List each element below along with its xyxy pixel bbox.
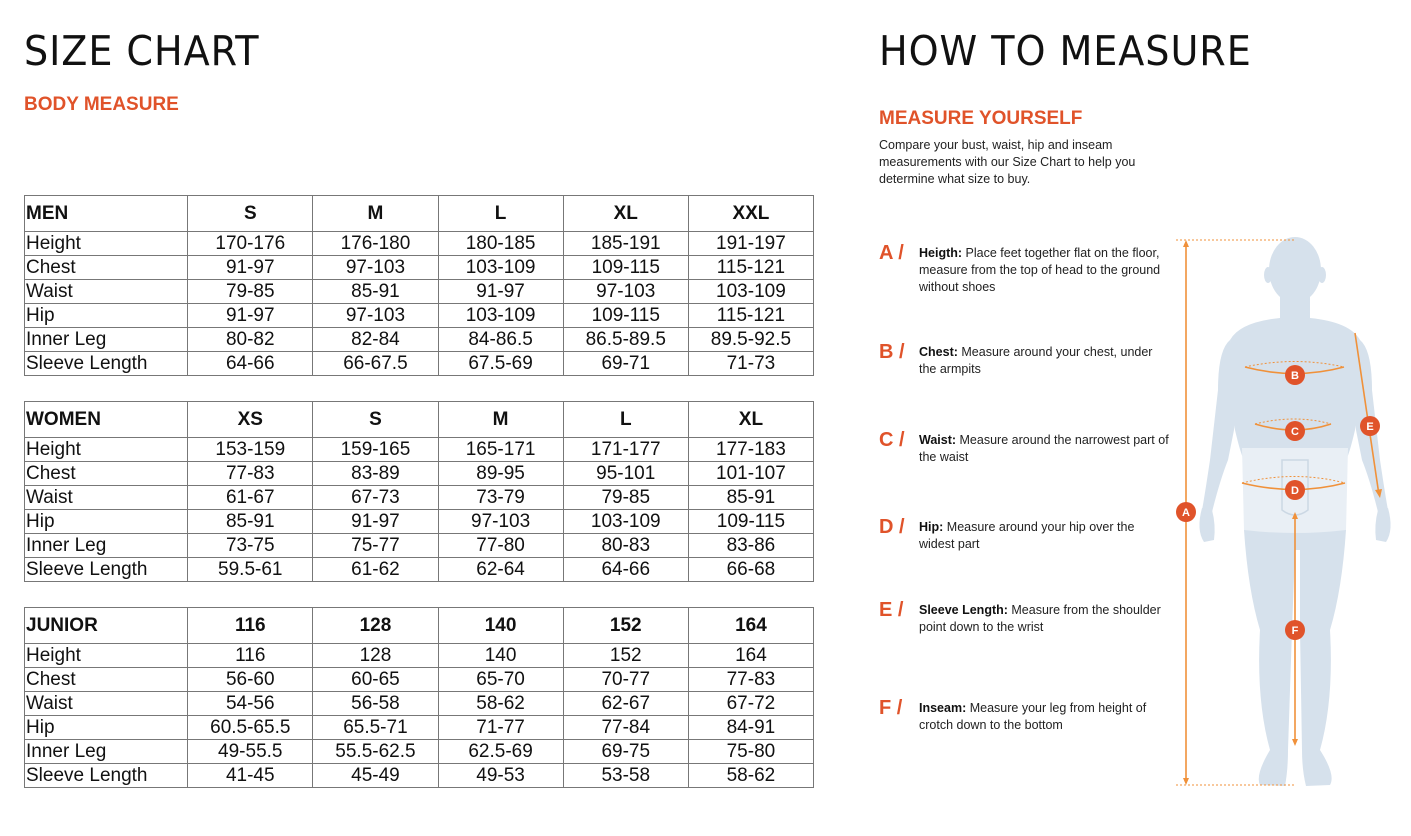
step-name: Sleeve Length: xyxy=(919,603,1008,617)
table-group-label: WOMEN xyxy=(25,402,188,438)
measurement-value: 115-121 xyxy=(688,256,813,280)
measurement-label: Hip xyxy=(25,510,188,534)
measurement-value: 85-91 xyxy=(188,510,313,534)
measure-intro-text: Compare your bust, waist, hip and inseam measurements with our Size Chart to help you determine what size to buy. xyxy=(879,138,1136,186)
step-hip xyxy=(879,516,1169,553)
svg-text:D: D xyxy=(1291,485,1299,497)
measurement-value: 77-83 xyxy=(188,462,313,486)
measurement-value: 91-97 xyxy=(438,280,563,304)
measurement-value: 80-83 xyxy=(563,534,688,558)
svg-text:F: F xyxy=(1291,625,1299,637)
size-column-header: XXL xyxy=(688,196,813,232)
measurement-value: 89-95 xyxy=(438,462,563,486)
body-measurement-figure xyxy=(1160,230,1411,830)
measurement-value: 103-109 xyxy=(438,304,563,328)
measurement-value: 65.5-71 xyxy=(313,716,438,740)
measurement-value: 79-85 xyxy=(188,280,313,304)
measurement-value: 140 xyxy=(438,644,563,668)
marker-f-icon xyxy=(1285,620,1305,640)
measurement-value: 77-84 xyxy=(563,716,688,740)
size-column-header: 140 xyxy=(438,608,563,644)
measurement-value: 60-65 xyxy=(313,668,438,692)
size-column-header: 152 xyxy=(563,608,688,644)
measurement-value: 60.5-65.5 xyxy=(188,716,313,740)
measurement-value: 75-77 xyxy=(313,534,438,558)
measurement-value: 84-91 xyxy=(688,716,813,740)
table-row xyxy=(25,328,814,352)
measurement-value: 185-191 xyxy=(563,232,688,256)
step-chest xyxy=(879,341,1169,378)
measurement-label: Hip xyxy=(25,304,188,328)
step-name: Inseam: xyxy=(919,701,967,715)
measurement-value: 59.5-61 xyxy=(188,558,313,582)
measurement-value: 103-109 xyxy=(563,510,688,534)
marker-a-icon xyxy=(1176,502,1196,522)
measurement-value: 171-177 xyxy=(563,438,688,462)
measurement-value: 103-109 xyxy=(688,280,813,304)
size-chart-title: SIZE CHART xyxy=(24,27,260,75)
measurement-value: 56-58 xyxy=(313,692,438,716)
measurement-label: Inner Leg xyxy=(25,534,188,558)
measurement-label: Chest xyxy=(25,462,188,486)
size-column-header: M xyxy=(438,402,563,438)
table-row xyxy=(25,668,814,692)
measurement-value: 97-103 xyxy=(438,510,563,534)
step-name: Chest: xyxy=(919,345,958,359)
measurement-label: Chest xyxy=(25,668,188,692)
measurement-value: 164 xyxy=(688,644,813,668)
svg-text:E: E xyxy=(1366,421,1374,433)
measurement-value: 67-72 xyxy=(688,692,813,716)
measurement-value: 109-115 xyxy=(688,510,813,534)
table-row xyxy=(25,764,814,788)
measurement-value: 97-103 xyxy=(313,304,438,328)
measurement-value: 116 xyxy=(188,644,313,668)
table-row xyxy=(25,716,814,740)
measurement-value: 62-67 xyxy=(563,692,688,716)
measurement-value: 64-66 xyxy=(188,352,313,376)
table-row xyxy=(25,304,814,328)
measurement-value: 64-66 xyxy=(563,558,688,582)
table-header-row xyxy=(25,402,814,438)
measurement-value: 73-79 xyxy=(438,486,563,510)
table-row xyxy=(25,232,814,256)
step-description: Measure from the shoulder point down to the wrist xyxy=(919,603,1161,634)
measurement-label: Waist xyxy=(25,486,188,510)
measurement-label: Sleeve Length xyxy=(25,764,188,788)
step-name: Hip: xyxy=(919,520,944,534)
measurement-value: 170-176 xyxy=(188,232,313,256)
size-column-header: 164 xyxy=(688,608,813,644)
step-inseam xyxy=(879,697,1169,734)
measurement-value: 109-115 xyxy=(563,304,688,328)
measurement-value: 83-89 xyxy=(313,462,438,486)
step-description: Place feet together flat on the floor, measure from the top of head to the ground without shoes xyxy=(919,246,1161,294)
size-column-header: L xyxy=(563,402,688,438)
women-size-table xyxy=(24,401,814,582)
table-row xyxy=(25,352,814,376)
measurement-value: 54-56 xyxy=(188,692,313,716)
measurement-value: 97-103 xyxy=(313,256,438,280)
step-description: Measure around the narrowest part of the waist xyxy=(919,433,1169,464)
size-column-header: XS xyxy=(188,402,313,438)
step-name: Waist: xyxy=(919,433,957,447)
measurement-value: 73-75 xyxy=(188,534,313,558)
step-letter: E / xyxy=(879,599,904,621)
size-column-header: M xyxy=(313,196,438,232)
measurement-value: 67.5-69 xyxy=(438,352,563,376)
measurement-value: 41-45 xyxy=(188,764,313,788)
step-name: Heigth: xyxy=(919,246,963,260)
step-letter: F / xyxy=(879,697,903,719)
measure-yourself-heading: MEASURE YOURSELF xyxy=(879,108,1083,129)
measurement-value: 85-91 xyxy=(688,486,813,510)
step-description: Measure around your chest, under the armpits xyxy=(919,345,1153,376)
measurement-value: 82-84 xyxy=(313,328,438,352)
measurement-value: 159-165 xyxy=(313,438,438,462)
measurement-value: 58-62 xyxy=(438,692,563,716)
table-row xyxy=(25,558,814,582)
table-row xyxy=(25,644,814,668)
measurement-value: 61-67 xyxy=(188,486,313,510)
table-row xyxy=(25,486,814,510)
measurement-value: 101-107 xyxy=(688,462,813,486)
measurement-value: 80-82 xyxy=(188,328,313,352)
measurement-label: Inner Leg xyxy=(25,328,188,352)
size-column-header: 116 xyxy=(188,608,313,644)
table-row xyxy=(25,692,814,716)
measurement-value: 49-55.5 xyxy=(188,740,313,764)
measurement-value: 165-171 xyxy=(438,438,563,462)
measurement-value: 77-83 xyxy=(688,668,813,692)
measurement-value: 91-97 xyxy=(188,256,313,280)
measurement-value: 66-68 xyxy=(688,558,813,582)
table-row xyxy=(25,462,814,486)
measurement-value: 84-86.5 xyxy=(438,328,563,352)
svg-text:A: A xyxy=(1182,507,1190,519)
measurement-value: 89.5-92.5 xyxy=(688,328,813,352)
measurement-value: 70-77 xyxy=(563,668,688,692)
measurement-value: 91-97 xyxy=(188,304,313,328)
measurement-value: 79-85 xyxy=(563,486,688,510)
men-size-table xyxy=(24,195,814,376)
table-group-label: JUNIOR xyxy=(25,608,188,644)
measurement-label: Inner Leg xyxy=(25,740,188,764)
size-column-header: 128 xyxy=(313,608,438,644)
measurement-value: 86.5-89.5 xyxy=(563,328,688,352)
measurement-value: 65-70 xyxy=(438,668,563,692)
measurement-value: 95-101 xyxy=(563,462,688,486)
measurement-value: 61-62 xyxy=(313,558,438,582)
measurement-value: 56-60 xyxy=(188,668,313,692)
measurement-value: 152 xyxy=(563,644,688,668)
measurement-value: 69-71 xyxy=(563,352,688,376)
measurement-value: 53-58 xyxy=(563,764,688,788)
step-letter: D / xyxy=(879,516,905,538)
measurement-value: 66-67.5 xyxy=(313,352,438,376)
measurement-value: 75-80 xyxy=(688,740,813,764)
measurement-label: Hip xyxy=(25,716,188,740)
step-sleeve-length xyxy=(879,599,1169,636)
table-row xyxy=(25,740,814,764)
table-row xyxy=(25,256,814,280)
measurement-value: 109-115 xyxy=(563,256,688,280)
size-column-header: S xyxy=(313,402,438,438)
measurement-value: 115-121 xyxy=(688,304,813,328)
measurement-label: Height xyxy=(25,232,188,256)
measurement-value: 176-180 xyxy=(313,232,438,256)
measurement-value: 177-183 xyxy=(688,438,813,462)
marker-e-icon xyxy=(1360,416,1380,436)
junior-size-table xyxy=(24,607,814,788)
marker-b-icon xyxy=(1285,365,1305,385)
step-waist xyxy=(879,429,1169,466)
measurement-value: 91-97 xyxy=(313,510,438,534)
measurement-value: 85-91 xyxy=(313,280,438,304)
marker-d-icon xyxy=(1285,480,1305,500)
size-column-header: L xyxy=(438,196,563,232)
measurement-value: 67-73 xyxy=(313,486,438,510)
measurement-value: 83-86 xyxy=(688,534,813,558)
measurement-label: Waist xyxy=(25,692,188,716)
measurement-value: 191-197 xyxy=(688,232,813,256)
measurement-value: 128 xyxy=(313,644,438,668)
step-height xyxy=(879,242,1169,296)
measurement-label: Sleeve Length xyxy=(25,352,188,376)
measurement-value: 45-49 xyxy=(313,764,438,788)
measurement-value: 49-53 xyxy=(438,764,563,788)
measurement-value: 55.5-62.5 xyxy=(313,740,438,764)
marker-c-icon xyxy=(1285,421,1305,441)
measurement-value: 62-64 xyxy=(438,558,563,582)
svg-text:C: C xyxy=(1291,426,1299,438)
measurement-value: 77-80 xyxy=(438,534,563,558)
table-header-row xyxy=(25,196,814,232)
table-group-label: MEN xyxy=(25,196,188,232)
measurement-value: 71-73 xyxy=(688,352,813,376)
measurement-label: Height xyxy=(25,644,188,668)
measurement-value: 153-159 xyxy=(188,438,313,462)
measurement-value: 97-103 xyxy=(563,280,688,304)
measurement-label: Height xyxy=(25,438,188,462)
table-header-row xyxy=(25,608,814,644)
size-column-header: S xyxy=(188,196,313,232)
measurement-value: 103-109 xyxy=(438,256,563,280)
measurement-label: Chest xyxy=(25,256,188,280)
table-row xyxy=(25,438,814,462)
table-row xyxy=(25,280,814,304)
measurement-value: 180-185 xyxy=(438,232,563,256)
size-column-header: XL xyxy=(688,402,813,438)
measurement-label: Sleeve Length xyxy=(25,558,188,582)
size-column-header: XL xyxy=(563,196,688,232)
body-measure-heading: BODY MEASURE xyxy=(24,94,179,115)
table-row xyxy=(25,534,814,558)
measurement-label: Waist xyxy=(25,280,188,304)
measurement-value: 69-75 xyxy=(563,740,688,764)
measurement-value: 58-62 xyxy=(688,764,813,788)
measurement-value: 62.5-69 xyxy=(438,740,563,764)
measurement-value: 71-77 xyxy=(438,716,563,740)
step-description: Measure your leg from height of crotch down to the bottom xyxy=(919,701,1147,732)
step-letter: A / xyxy=(879,242,904,264)
step-letter: C / xyxy=(879,429,905,451)
how-to-measure-title: HOW TO MEASURE xyxy=(879,27,1252,75)
svg-text:B: B xyxy=(1291,370,1299,382)
step-description: Measure around your hip over the widest part xyxy=(919,520,1135,551)
table-row xyxy=(25,510,814,534)
step-letter: B / xyxy=(879,341,905,363)
